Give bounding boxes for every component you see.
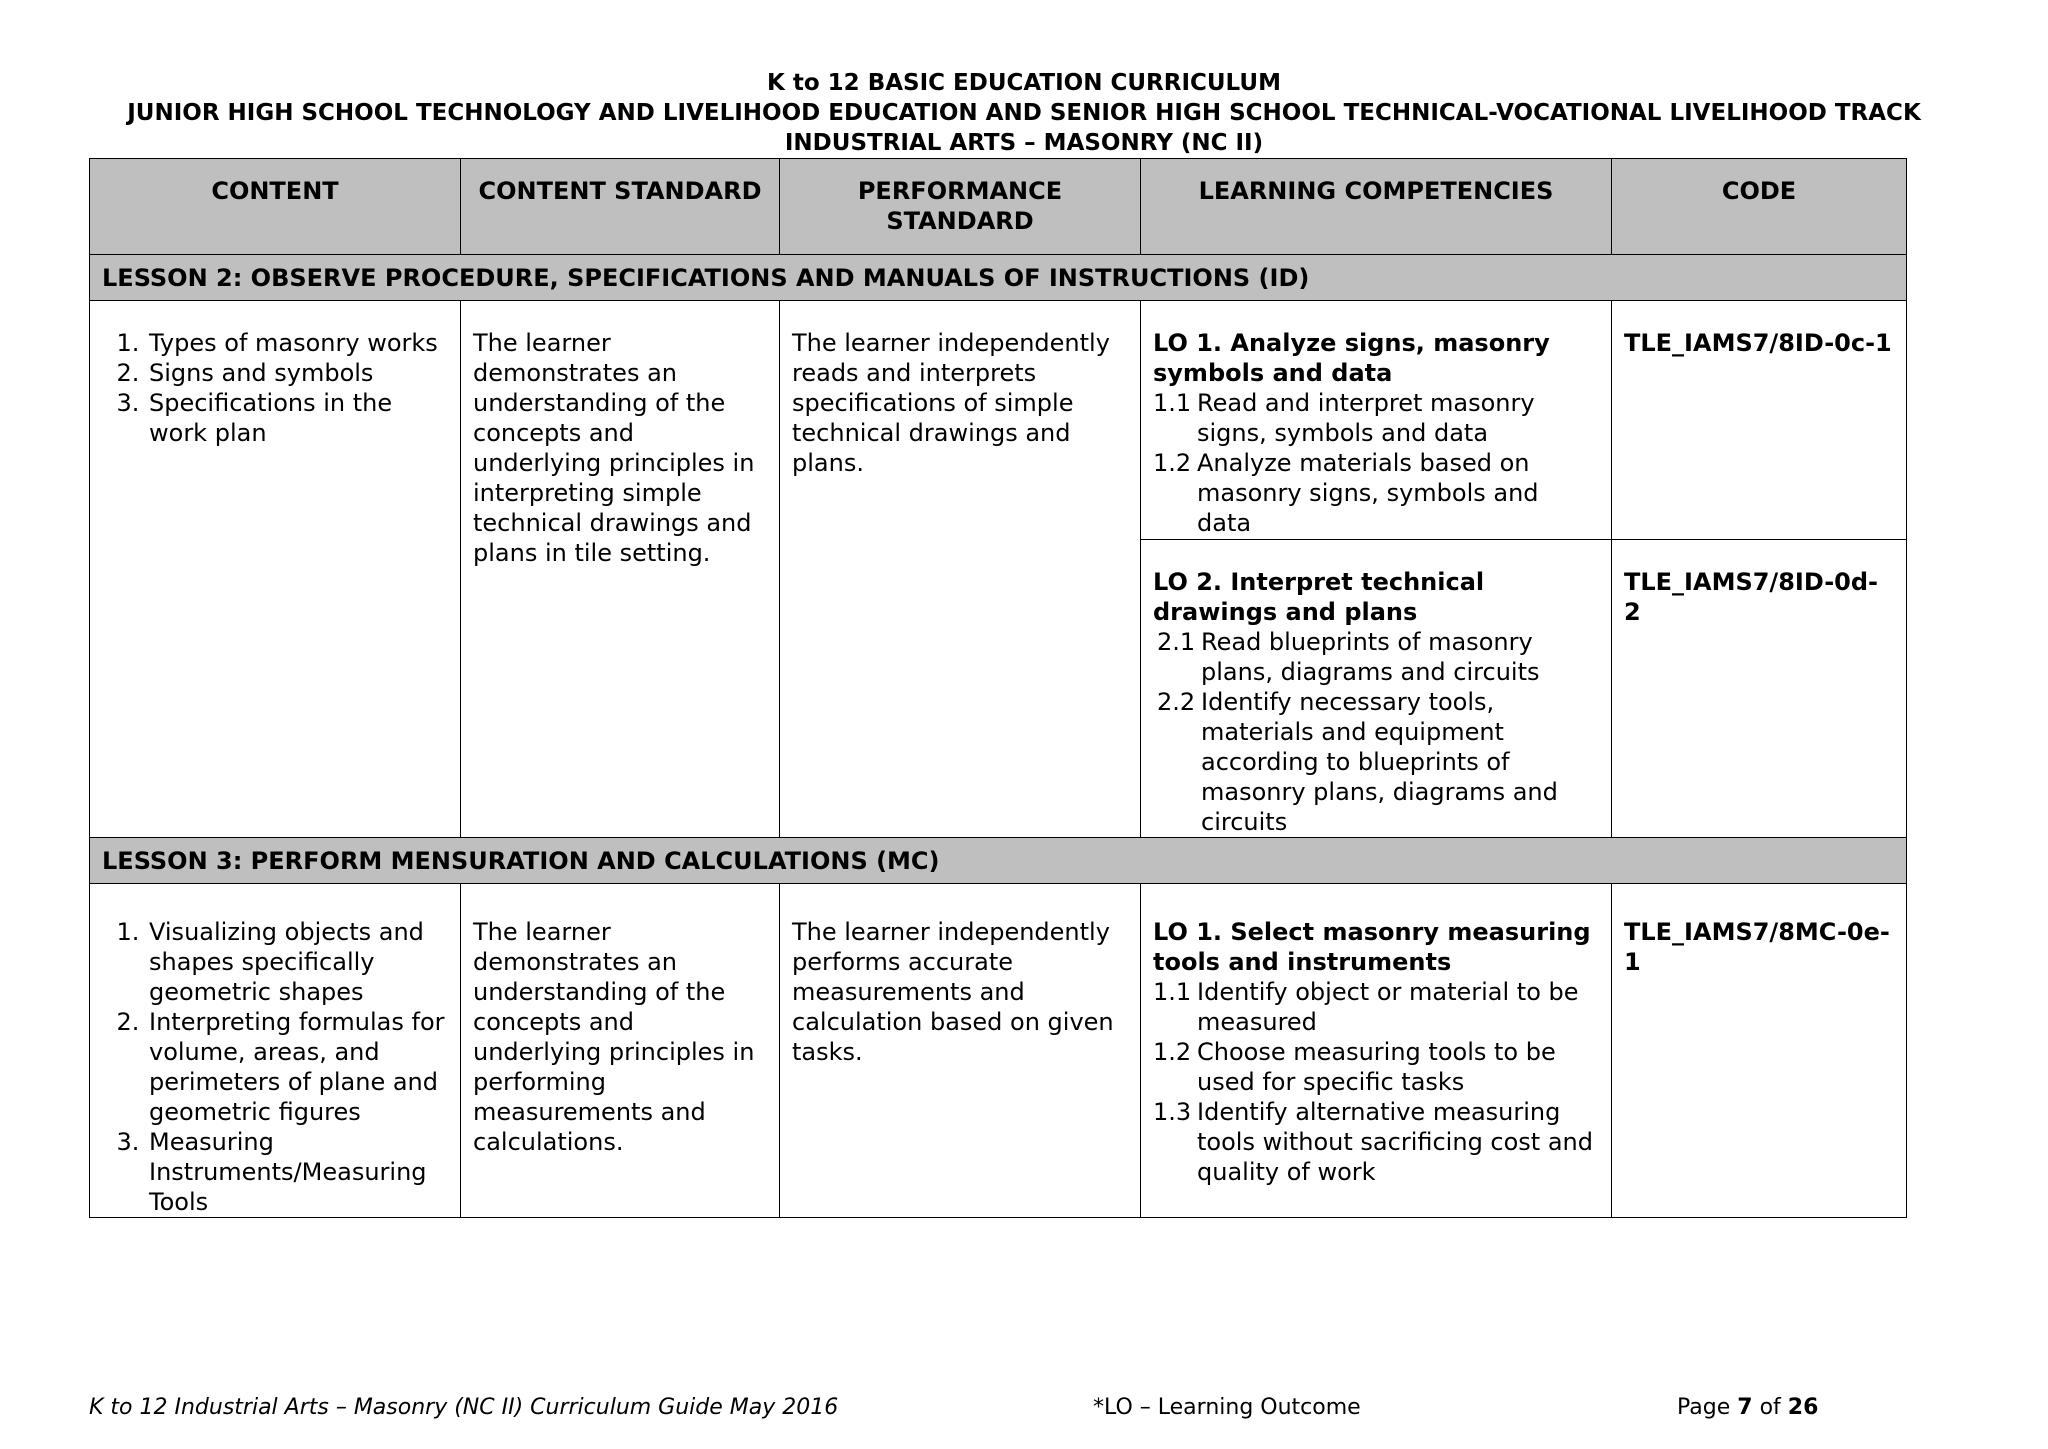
content-cell: [90, 301, 461, 838]
doc-title: K to 12 BASIC EDUCATION CURRICULUM: [767, 70, 1281, 96]
curriculum-table: [89, 158, 1907, 1218]
footer-guide-title: K to 12 Industrial Arts – Masonry (NC II) Curriculum Guide May 2016: [89, 1395, 839, 1420]
competency-item: 1.2 Analyze materials based on masonry signs, symbols and data: [1153, 449, 1539, 537]
lesson-row: [90, 255, 1907, 301]
performance-standard-cell: The learner independently reads and interprets specifications of simple technical drawings and plans.: [780, 301, 1141, 838]
competency-item: 2.2 Identify necessary tools, materials and equipment according to blueprints of masonry plans, diagrams and circuits: [1157, 688, 1558, 836]
list-item: 3. Measuring Instruments/Measuring Tools: [147, 1127, 448, 1217]
column-header-learning-competencies: LEARNING COMPETENCIES: [1141, 159, 1612, 255]
performance-standard-cell: The learner independently performs accurate measurements and calculation based on given tasks.: [780, 884, 1141, 1218]
lesson-row: [90, 838, 1907, 884]
table-row: [90, 301, 1907, 540]
list-item: 2. Signs and symbols: [147, 358, 448, 388]
code-cell: TLE_IAMS7/8ID-0c-1: [1612, 301, 1907, 540]
doc-subtitle: JUNIOR HIGH SCHOOL TECHNOLOGY AND LIVELIHOOD EDUCATION AND SENIOR HIGH SCHOOL TECHNICAL-VOCATIONAL LIVELIHOOD TRACK: [127, 100, 1921, 126]
competency-item: 1.1 Identify object or material to be measured: [1153, 978, 1579, 1036]
competency-item: 1.3 Identify alternative measuring tools without sacrificing cost and quality of work: [1153, 1098, 1593, 1186]
doc-course-title: INDUSTRIAL ARTS – MASONRY (NC II): [784, 130, 1264, 156]
column-header-content-standard: CONTENT STANDARD: [461, 159, 780, 255]
lo-title: LO 2. Interpret technical drawings and plans: [1153, 568, 1485, 626]
content-standard-cell: The learner demonstrates an understanding of the concepts and underlying principles in interpreting simple technical drawings and plans in tile setting.: [461, 301, 780, 838]
column-header-performance-standard: PERFORMANCE STANDARD: [780, 159, 1141, 255]
competency-cell: [1141, 884, 1612, 1218]
list-item: 3. Specifications in the work plan: [147, 388, 448, 448]
content-standard-cell: The learner demonstrates an understanding of the concepts and underlying principles in performing measurements and calculations.: [461, 884, 780, 1218]
column-header-content: CONTENT: [90, 159, 461, 255]
page-number: Page 7 of 26: [1677, 1395, 1819, 1420]
lo-title: LO 1. Select masonry measuring tools and instruments: [1153, 918, 1591, 976]
table-header-row: [90, 159, 1907, 255]
footer-note: *LO – Learning Outcome: [1093, 1395, 1361, 1420]
lesson-title: LESSON 2: OBSERVE PROCEDURE, SPECIFICATIONS AND MANUALS OF INSTRUCTIONS (ID): [90, 255, 1907, 301]
competency-item: 1.2 Choose measuring tools to be used for specific tasks: [1153, 1038, 1556, 1096]
code-cell: TLE_IAMS7/8ID-0d-2: [1612, 540, 1907, 838]
content-list: [102, 917, 448, 1217]
competency-item: 1.1 Read and interpret masonry signs, symbols and data: [1153, 389, 1535, 447]
competency-cell: [1141, 540, 1612, 838]
content-list: [102, 328, 448, 448]
list-item: 1. Types of masonry works: [147, 328, 448, 358]
content-cell: [90, 884, 461, 1218]
column-header-code: CODE: [1612, 159, 1907, 255]
lo-title: LO 1. Analyze signs, masonry symbols and data: [1153, 329, 1550, 387]
table-row: [90, 884, 1907, 1218]
code-cell: TLE_IAMS7/8MC-0e-1: [1612, 884, 1907, 1218]
list-item: 1. Visualizing objects and shapes specifically geometric shapes: [147, 917, 448, 1007]
lesson-title: LESSON 3: PERFORM MENSURATION AND CALCULATIONS (MC): [90, 838, 1907, 884]
competency-item: 2.1 Read blueprints of masonry plans, diagrams and circuits: [1157, 628, 1540, 686]
competency-cell: [1141, 301, 1612, 540]
list-item: 2. Interpreting formulas for volume, areas, and perimeters of plane and geometric figures: [147, 1007, 448, 1127]
